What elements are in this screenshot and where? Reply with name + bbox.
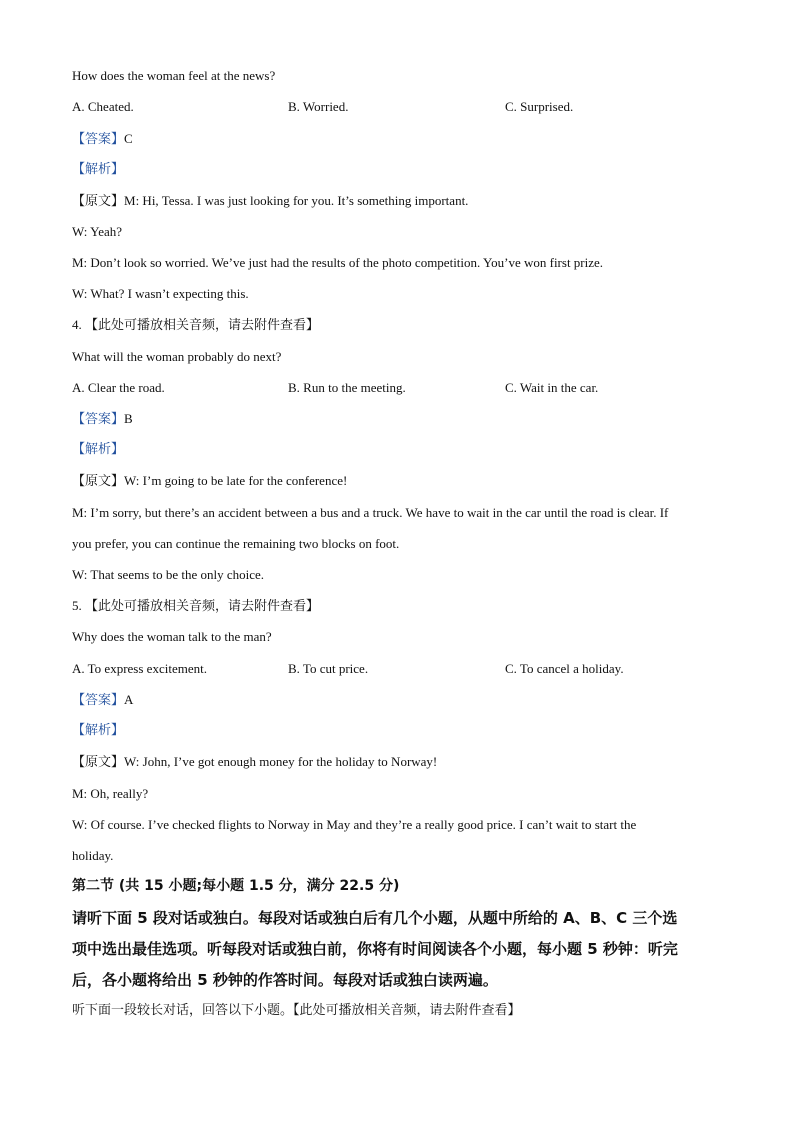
- q5-question: Why does the woman talk to the man?: [72, 629, 272, 644]
- q4-option-c: C. Wait in the car.: [505, 380, 599, 395]
- section-listen-note: 听下面一段较长对话，回答以下小题。【此处可播放相关音频，请去附件查看】: [72, 1003, 521, 1018]
- q5-option-b: B. To cut price.: [288, 661, 369, 676]
- q3-option-b: B. Worried.: [288, 99, 349, 114]
- q4-transcript-3: you prefer, you can continue the remaining two blocks on foot.: [72, 536, 400, 551]
- q4-answer: 【答案】B: [72, 411, 133, 427]
- q3-transcript-3: M: Don’t look so worried. We’ve just had the results of the photo competition. You’ve won first prize.: [72, 255, 604, 270]
- section-title: 第二节 (共 15 小题;每小题 1.5 分，满分 22.5 分): [72, 878, 400, 894]
- q3-option-c: C. Surprised.: [505, 99, 574, 114]
- q3-answer: 【答案】C: [72, 131, 133, 147]
- q5-header: 5. 【此处可播放相关音频，请去附件查看】: [72, 598, 320, 614]
- answer-tag: 【答案】: [72, 132, 125, 147]
- q5-analysis-tag: 【解析】: [72, 723, 125, 738]
- q3-option-a: A. Cheated.: [72, 99, 134, 114]
- q3-analysis-tag: 【解析】: [72, 162, 125, 177]
- q5-option-c: C. To cancel a holiday.: [505, 661, 624, 676]
- q3-question: How does the woman feel at the news?: [72, 68, 276, 83]
- q5-answer: 【答案】A: [72, 692, 134, 708]
- q5-transcript-1: 【原文】W: John, I’ve got enough money for the holiday to Norway!: [72, 754, 438, 770]
- q5-option-a: A. To express excitement.: [72, 661, 207, 676]
- q5-transcript-2: M: Oh, really?: [72, 786, 149, 801]
- q4-option-a: A. Clear the road.: [72, 380, 165, 395]
- q5-transcript-3: W: Of course. I’ve checked flights to Norway in May and they’re a really good price. I can’t wait to start the: [72, 817, 637, 832]
- q4-header: 4. 【此处可播放相关音频，请去附件查看】: [72, 317, 320, 333]
- section-instructions-3: 后，各小题将给出 5 秒钟的作答时间。每段对话或独白读两遍。: [72, 971, 498, 989]
- q3-transcript-2: W: Yeah?: [72, 224, 123, 239]
- q4-option-b: B. Run to the meeting.: [288, 380, 406, 395]
- q4-transcript-1: 【原文】W: I’m going to be late for the conference!: [72, 473, 348, 489]
- section-instructions-2: 项中选出最佳选项。听每段对话或独白前，你将有时间阅读各个小题，每小题 5 秒钟：听完: [72, 940, 678, 958]
- q3-transcript-4: W: What? I wasn’t expecting this.: [72, 286, 249, 301]
- q4-question: What will the woman probably do next?: [72, 349, 282, 364]
- section-instructions-1: 请听下面 5 段对话或独白。每段对话或独白后有几个小题，从题中所给的 A、B、C 三个选: [72, 909, 678, 927]
- q5-transcript-4: holiday.: [72, 848, 114, 863]
- q4-analysis-tag: 【解析】: [72, 442, 125, 457]
- audio-note: 【此处可播放相关音频，请去附件查看】: [85, 318, 320, 333]
- q3-transcript-1: 【原文】M: Hi, Tessa. I was just looking for you. It’s something important.: [72, 193, 469, 209]
- q4-transcript-2: M: I’m sorry, but there’s an accident between a bus and a truck. We have to wait in the car until the road is clear. If: [72, 505, 669, 520]
- q4-transcript-4: W: That seems to be the only choice.: [72, 567, 265, 582]
